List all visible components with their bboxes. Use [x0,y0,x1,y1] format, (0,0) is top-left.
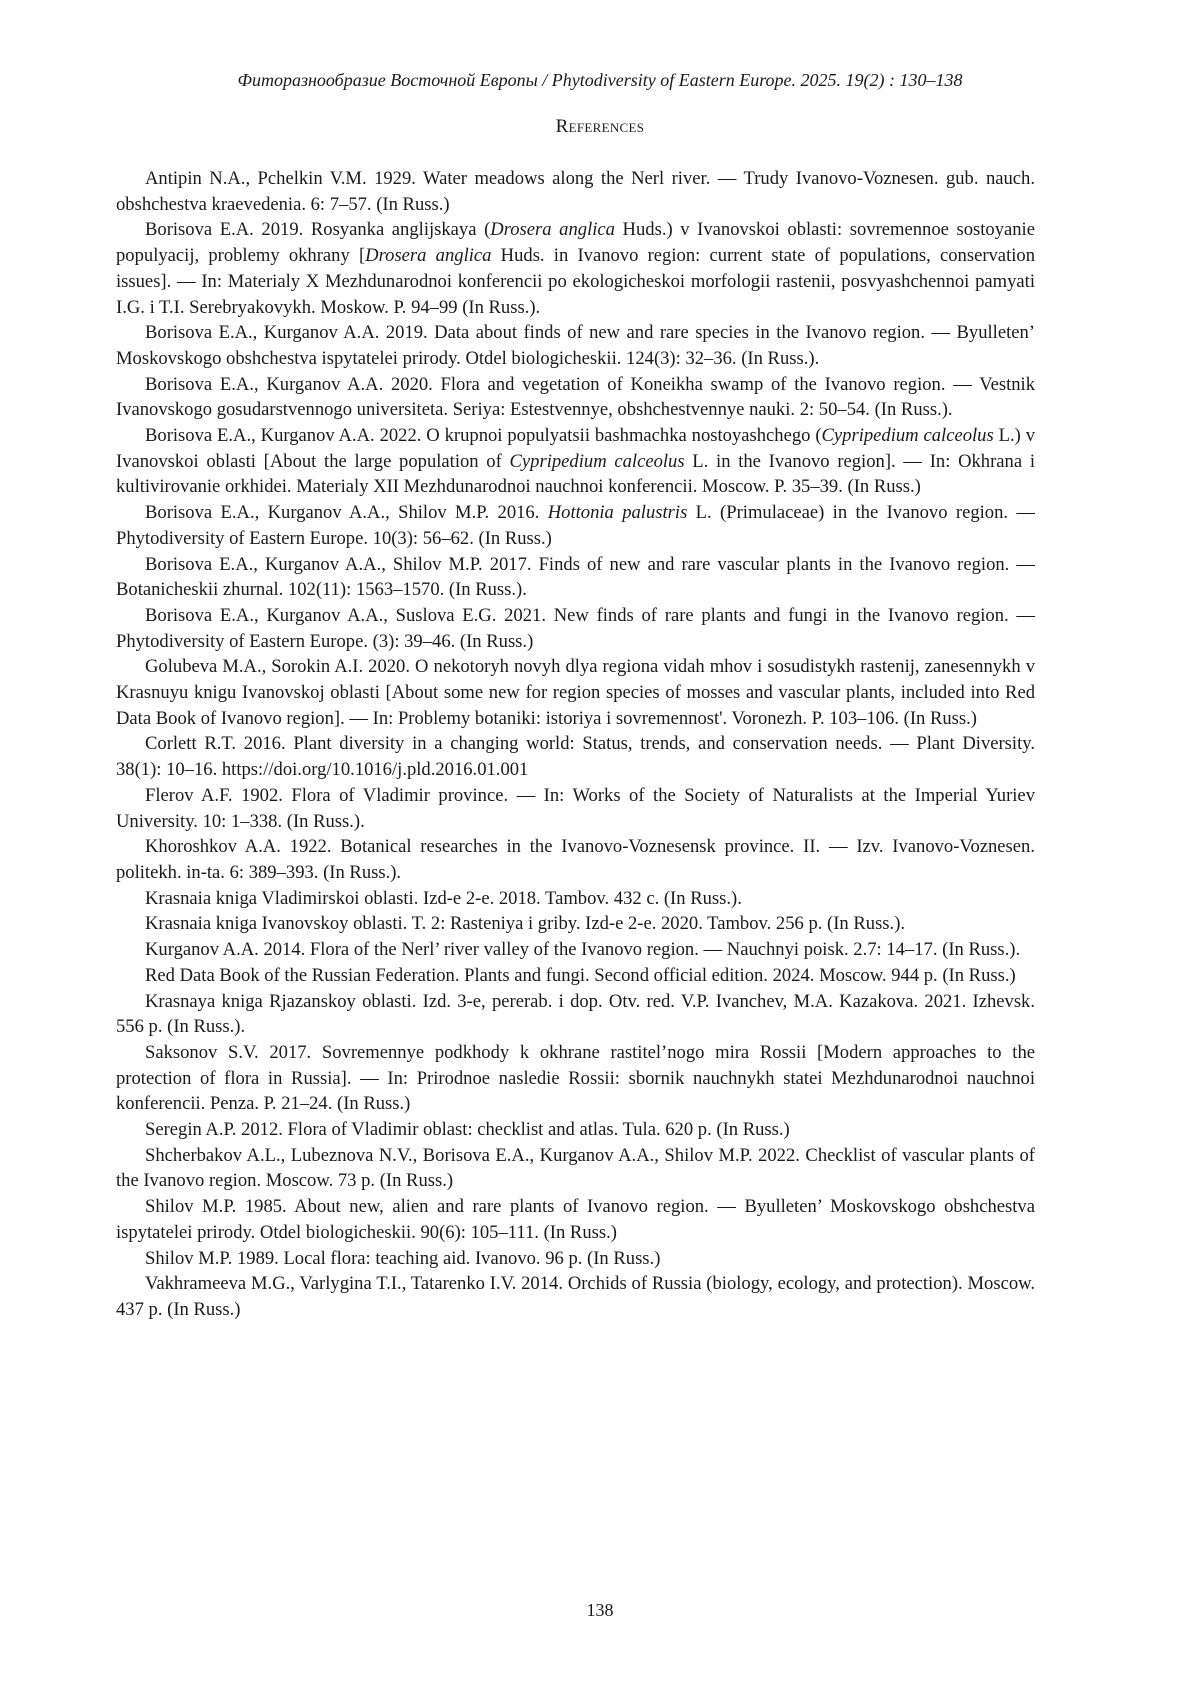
reference-entry [116,423,1035,500]
reference-taxon-name: Drosera anglica [490,219,615,240]
reference-taxon-name: Hottonia palustris [548,502,688,523]
reference-entry [116,1143,1035,1194]
reference-text: L. (Primulaceae) in the Ivanovo region. — Phytodiversity of Eastern Europe. 10(3): 56–62. (In Russ.) [116,502,1035,549]
reference-text: Antipin N.A., Pchelkin V.M. 1929. Water meadows along the Nerl river. — Trudy Ivanovo-Voznesen. gub. nauch. obshchestva kraevedenia. 6: 7–57. (In Russ.) [116,168,1035,215]
reference-entry [116,911,1035,937]
reference-text: Corlett R.T. 2016. Plant diversity in a changing world: Status, trends, and conservation needs. — Plant Diversity. 38(1): 10–16. https://doi.org/10.1016/j.pld.2016.01.001 [116,733,1035,780]
reference-entry [116,500,1035,551]
reference-entry [116,1246,1035,1272]
reference-text: Shcherbakov A.L., Lubeznova N.V., Borisova E.A., Kurganov A.A., Shilov M.P. 2022. Checklist of vascular plants of the Ivanovo region. Moscow. 73 p. (In Russ.) [116,1145,1035,1192]
reference-taxon-name: Cypripedium calceolus [822,425,994,446]
reference-text: Seregin A.P. 2012. Flora of Vladimir oblast: checklist and atlas. Tula. 620 p. (In Russ.) [145,1119,790,1140]
reference-text: Krasnaya kniga Rjazanskoy oblasti. Izd. 3-e, pererab. i dop. Otv. red. V.P. Ivanchev, M.A. Kazakova. 2021. Izhevsk. 556 p. (In Russ.). [116,991,1035,1038]
reference-entry [116,166,1035,217]
reference-text: Huds. in Ivanovo region: current state of populations, conservation issues]. — In: Materialy X Mezhdunarodnoi konferencii po ekologicheskoi morfologii rastenii, posvyashchennoi pamyati I.G. i T.I. Serebryakovykh. Moskow. P. 94–99 (In Russ.). [116,245,1035,317]
reference-text: Borisova E.A. 2019. Rosyanka anglijskaya ( [145,219,490,240]
reference-entry [116,989,1035,1040]
reference-list [116,166,1035,1323]
reference-text: Shilov M.P. 1985. About new, alien and rare plants of Ivanovo region. — Byulleten’ Moskovskogo obshchestva ispytatelei prirody. Otdel biologicheskii. 90(6): 105–111. (In Russ.) [116,1196,1035,1243]
reference-entry [116,654,1035,731]
reference-text: Borisova E.A., Kurganov A.A. 2020. Flora and vegetation of Koneikha swamp of the Ivanovo region. — Vestnik Ivanovskogo gosudarstvennogo universiteta. Seriya: Estestvennye, obshchestvennye nauki. 2: 50–54. (In Russ.). [116,374,1035,421]
reference-text: Borisova E.A., Kurganov A.A. 2022. O krupnoi populyatsii bashmachka nostoyashchego ( [145,425,822,446]
running-header: Фиторазнообразие Восточной Европы / Phytodiversity of Eastern Europe. 2025. 19(2) : 130–138 [0,70,1200,91]
reference-entry [116,731,1035,782]
reference-entry [116,834,1035,885]
reference-entry [116,552,1035,603]
reference-text: Borisova E.A., Kurganov A.A., Suslova E.G. 2021. New finds of rare plants and fungi in the Ivanovo region. — Phytodiversity of Eastern Europe. (3): 39–46. (In Russ.) [116,605,1035,652]
reference-entry [116,783,1035,834]
reference-text: Huds.) v Ivanovskoi oblasti: sovremennoe sostoyanie populyacij, problemy okhrany [ [116,219,1035,266]
reference-text: Red Data Book of the Russian Federation. Plants and fungi. Second official edition. 2024. Moscow. 944 p. (In Russ.) [145,965,1016,986]
reference-taxon-name: Cypripedium calceolus [510,451,685,472]
reference-entry [116,963,1035,989]
reference-taxon-name: Drosera anglica [365,245,491,266]
reference-entry [116,886,1035,912]
reference-text: Flerov A.F. 1902. Flora of Vladimir province. — In: Works of the Society of Naturalists at the Imperial Yuriev University. 10: 1–338. (In Russ.). [116,785,1035,832]
page-number: 138 [0,1600,1200,1621]
reference-text: Krasnaia kniga Ivanovskoy oblasti. T. 2: Rasteniya i griby. Izd-e 2-e. 2020. Tambov. 256 p. (In Russ.). [145,913,905,934]
reference-text: Kurganov A.A. 2014. Flora of the Nerl’ river valley of the Ivanovo region. — Nauchnyi poisk. 2.7: 14–17. (In Russ.). [145,939,1020,960]
section-title: References [0,116,1200,138]
reference-text: Khoroshkov A.A. 1922. Botanical researches in the Ivanovo-Voznesensk province. II. — Izv. Ivanovo-Voznesen. politekh. in-ta. 6: 389–393. (In Russ.). [116,836,1035,883]
reference-entry [116,372,1035,423]
reference-entry [116,1117,1035,1143]
reference-entry [116,603,1035,654]
reference-entry [116,320,1035,371]
reference-text: Saksonov S.V. 2017. Sovremennye podkhody k okhrane rastitel’nogo mira Rossii [Modern approaches to the protection of flora in Russia]. — In: Prirodnoe nasledie Rossii: sbornik nauchnykh statei Mezhdunarodnoi nauchnoi konferencii. Penza. P. 21–24. (In Russ.) [116,1042,1035,1114]
reference-text: Shilov M.P. 1989. Local flora: teaching aid. Ivanovo. 96 p. (In Russ.) [145,1248,660,1269]
reference-text: Borisova E.A., Kurganov A.A. 2019. Data about finds of new and rare species in the Ivanovo region. — Byulleten’ Moskovskogo obshchestva ispytatelei prirody. Otdel biologicheskii. 124(3): 32–36. (In Russ.). [116,322,1035,369]
reference-entry [116,217,1035,320]
reference-text: L.) v Ivanovskoi oblasti [About the large population of [116,425,1035,472]
reference-entry [116,937,1035,963]
reference-text: Borisova E.A., Kurganov A.A., Shilov M.P. 2017. Finds of new and rare vascular plants in the Ivanovo region. — Botanicheskii zhurnal. 102(11): 1563–1570. (In Russ.). [116,554,1035,601]
reference-text: Krasnaia kniga Vladimirskoi oblasti. Izd-e 2-e. 2018. Tambov. 432 c. (In Russ.). [145,888,742,909]
reference-entry [116,1040,1035,1117]
reference-text: Vakhrameeva M.G., Varlygina T.I., Tatarenko I.V. 2014. Orchids of Russia (biology, ecology, and protection). Moscow. 437 p. (In Russ.) [116,1273,1035,1320]
reference-text: Golubeva M.A., Sorokin A.I. 2020. O nekotoryh novyh dlya regiona vidah mhov i sosudistykh rastenij, zanesennykh v Krasnuyu knigu Ivanovskoj oblasti [About some new for region species of mosses and vascular plants, included into Red Data Book of Ivanovo region]. — In: Problemy botaniki: istoriya i sovremennost'. Voronezh. P. 103–106. (In Russ.) [116,656,1035,728]
reference-entry [116,1271,1035,1322]
reference-text: L. in the Ivanovo region]. — In: Okhrana i kultivirovanie orkhidei. Materialy XII Mezhdunarodnoi nauchnoi konferencii. Moscow. P. 35–39. (In Russ.) [116,451,1035,498]
reference-text: Borisova E.A., Kurganov A.A., Shilov M.P. 2016. [145,502,548,523]
reference-entry [116,1194,1035,1245]
